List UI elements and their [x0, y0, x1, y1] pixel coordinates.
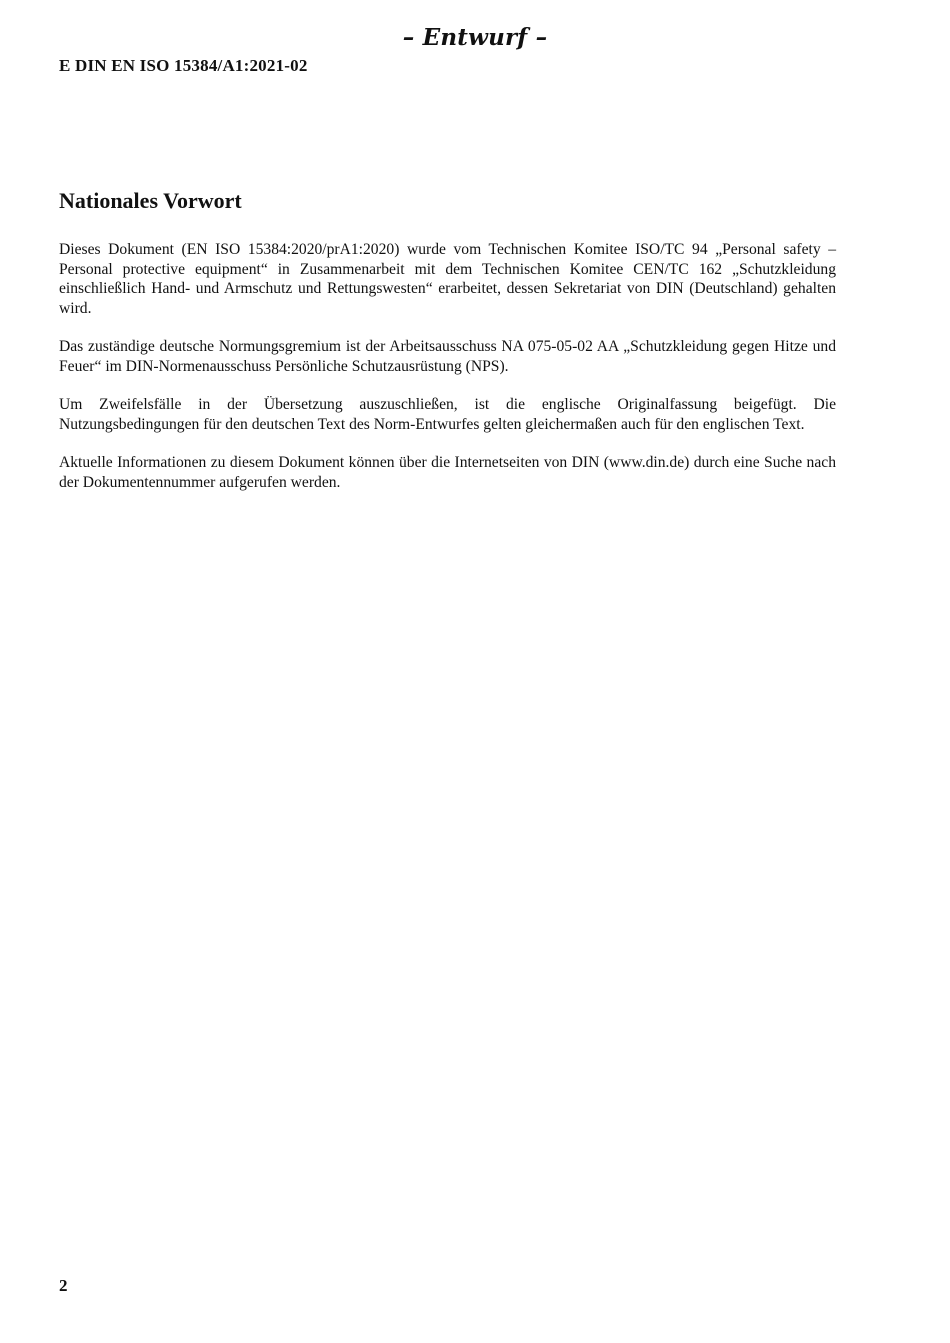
paragraph-standards-body: Das zuständige deutsche Normungsgremium ist der Arbeitsausschuss NA 075-05-02 AA „Schutzkleidung gegen Hitze und Feuer“ im DIN-Normenausschuss Persönliche Schutzausrüstung (NPS).	[59, 338, 836, 375]
foreword-body	[59, 240, 836, 511]
paragraph-committee: Dieses Dokument (EN ISO 15384:2020/prA1:2020) wurde vom Technischen Komitee ISO/TC 94 „Personal safety – Personal protective equipment“ in Zusammenarbeit mit dem Technischen Komitee CEN/TC 162 „Schutzkleidung einschließlich Hand- und Armschutz und Rettungswesten“ erarbeitet, dessen Sekretariat von DIN (Deutschland) gehalten wird.	[59, 241, 836, 317]
page-number: 2	[59, 1276, 68, 1295]
document-id: E DIN EN ISO 15384/A1:2021-02	[59, 56, 308, 75]
paragraph-translation: Um Zweifelsfälle in der Übersetzung auszuschließen, ist die englische Originalfassung beigefügt. Die Nutzungsbedingungen für den deutschen Text des Norm-Entwurfes gelten gleichermaßen auch für den englischen Text.	[59, 396, 836, 433]
section-title: Nationales Vorwort	[59, 188, 242, 213]
draft-status-label: – Entwurf –	[402, 24, 548, 51]
paragraph-information: Aktuelle Informationen zu diesem Dokument können über die Internetseiten von DIN (www.din.de) durch eine Suche nach der Dokumentennummer aufgerufen werden.	[59, 454, 836, 491]
